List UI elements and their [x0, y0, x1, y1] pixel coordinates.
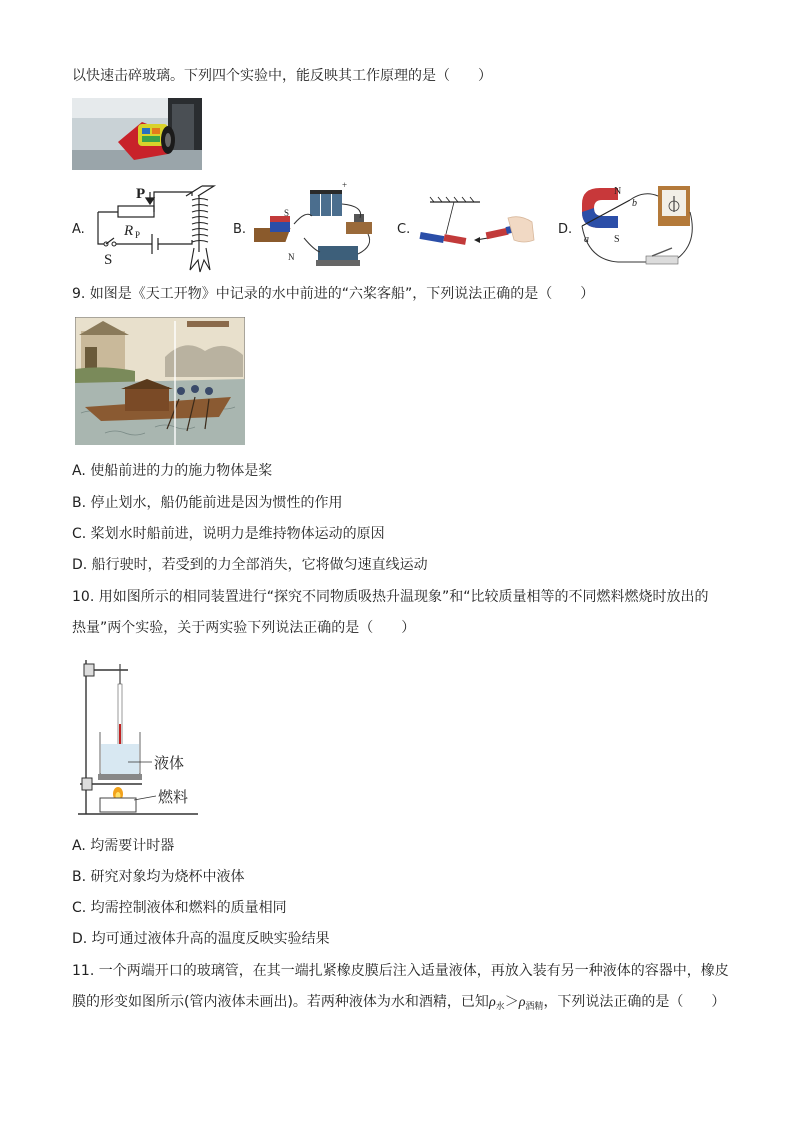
q8-diagram-a-electromagnet: [92, 182, 228, 274]
q8-a-label-r: R: [124, 223, 134, 239]
q8-a-label-r-sub: P: [135, 230, 141, 240]
q8-b-label-s: S: [284, 208, 290, 218]
q8-a-label-p: P: [136, 186, 146, 202]
q10-option-c: C. 均需控制液体和燃料的质量相同: [72, 900, 287, 916]
q8-d-label-a: a: [584, 234, 589, 245]
q9-option-a: A. 使船前进的力的施力物体是桨: [72, 463, 273, 479]
q11-sub-alcohol: 酒精: [525, 1002, 544, 1012]
q8-diagram-d-generator: [578, 182, 696, 274]
q11-rho-water: ρ: [488, 995, 496, 1010]
q9-option-b: B. 停止划水，船仍能前进是因为惯性的作用: [72, 495, 343, 511]
q11-stem-line2: [72, 992, 725, 1017]
q10-option-d: D. 均可通过液体升高的温度反映实验结果: [72, 931, 330, 947]
q8-stem-tail: 以快速击碎玻璃。下列四个实验中，能反映其工作原理的是（ ）: [72, 68, 492, 84]
q8-a-label-s: S: [104, 252, 113, 268]
q11-rho-alcohol: ρ: [518, 995, 526, 1010]
q10-stem-line2: 热量”两个实验，关于两实验下列说法正确的是（ ）: [72, 620, 416, 636]
q10-stem-line1: 10. 用如图所示的相同装置进行“探究不同物质吸热升温现象”和“比较质量相等的不同燃料燃烧时放出的: [72, 589, 709, 605]
q9-image-six-oar-boat: [75, 317, 245, 445]
q8-b-label-plus: +: [342, 180, 348, 190]
q10-label-fuel: 燃料: [158, 788, 189, 806]
q9-option-c: C. 桨划水时船前进，说明力是维持物体运动的原因: [72, 526, 385, 542]
q8-d-label-n: N: [614, 186, 622, 197]
q8-diagram-b-motor-setup: [254, 180, 380, 272]
q10-option-a: A. 均需要计时器: [72, 838, 175, 854]
q8-b-label-n: N: [288, 252, 295, 262]
q10-figure-heating-apparatus: [72, 654, 202, 818]
q11-stem-line1: 11. 一个两端开口的玻璃管，在其一端扎紧橡皮膜后注入适量液体，再放入装有另一种液体的容器中，橡皮: [72, 963, 729, 979]
q10-label-liquid: 液体: [154, 754, 185, 772]
q9-stem: 9. 如图是《天工开物》中记录的水中前进的“六桨客船”，下列说法正确的是（ ）: [72, 286, 595, 302]
q8-d-label-s: S: [614, 234, 620, 245]
q8-photo-emergency-hammer: [72, 98, 202, 170]
q10-option-b: B. 研究对象均为烧杯中液体: [72, 869, 245, 885]
q8-diagram-c-magnet-needle: [416, 196, 536, 258]
q11-stem-line2-a: 膜的形变如图所示(管内液体未画出)。若两种液体为水和酒精，已知: [72, 994, 489, 1010]
q8-option-c-label: C.: [397, 222, 411, 237]
q11-greater-than: ＞: [504, 994, 519, 1010]
q8-d-label-b: b: [632, 198, 637, 209]
q11-sub-water: 水: [495, 1002, 505, 1012]
q8-option-b-label: B.: [233, 222, 247, 237]
q8-option-a-label: A.: [72, 222, 85, 237]
q9-option-d: D. 船行驶时，若受到的力全部消失，它将做匀速直线运动: [72, 557, 428, 573]
q8-option-d-label: D.: [558, 222, 573, 237]
q11-stem-line2-b: ，下列说法正确的是（ ）: [543, 994, 726, 1010]
